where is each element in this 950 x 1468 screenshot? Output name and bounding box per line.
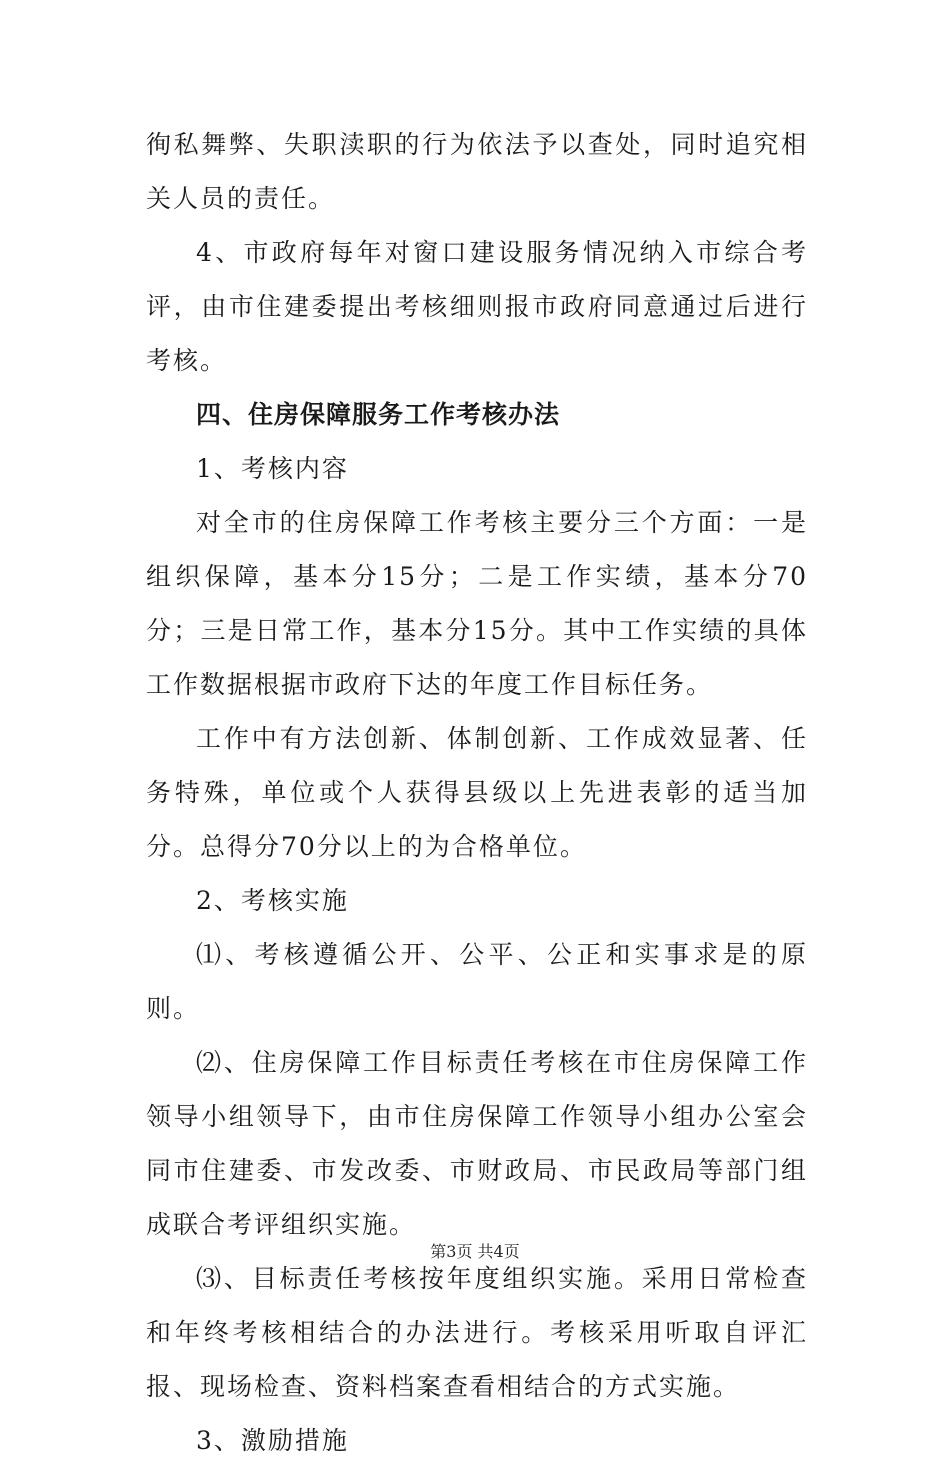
paragraph-assessment-aspects: 对全市的住房保障工作考核主要分三个方面：一是组织保障，基本分15分；二是工作实绩，基本分70分；三是日常工作，基本分15分。其中工作实绩的具体工作数据根据市政府下达的年度工作目标任务。 xyxy=(146,508,808,699)
paragraph-annual-assessment: ⑶、目标责任考核按年度组织实施。采用日常检查和年终考核相结合的办法进行。考核采用听取自评汇报、现场检查、资料档案查看相结合的方式实施。 xyxy=(146,1264,808,1401)
paragraph-item-4: 4、市政府每年对窗口建设服务情况纳入市综合考评，由市住建委提出考核细则报市政府同意通过后进行考核。 xyxy=(146,238,808,375)
subheading-assessment-implementation: 2、考核实施 xyxy=(196,886,349,915)
page-footer: 第3页 共4页 xyxy=(430,1242,520,1261)
document-body xyxy=(146,118,808,1468)
paragraph-principle: ⑴、考核遵循公开、公平、公正和实事求是的原则。 xyxy=(146,940,808,1023)
paragraph-organization: ⑵、住房保障工作目标责任考核在市住房保障工作领导小组领导下，由市住房保障工作领导小组办公室会同市住建委、市发改委、市财政局、市民政局等部门组成联合考评组织实施。 xyxy=(146,1048,808,1239)
paragraph-continuation: 徇私舞弊、失职渎职的行为依法予以查处，同时追究相关人员的责任。 xyxy=(146,130,808,213)
paragraph-bonus-points: 工作中有方法创新、体制创新、工作成效显著、任务特殊，单位或个人获得县级以上先进表彰的适当加分。总得分70分以上的为合格单位。 xyxy=(146,724,808,861)
subheading-incentive-measures: 3、激励措施 xyxy=(196,1426,349,1455)
subheading-assessment-content: 1、考核内容 xyxy=(196,454,349,483)
section-heading: 四、住房保障服务工作考核办法 xyxy=(196,400,561,429)
